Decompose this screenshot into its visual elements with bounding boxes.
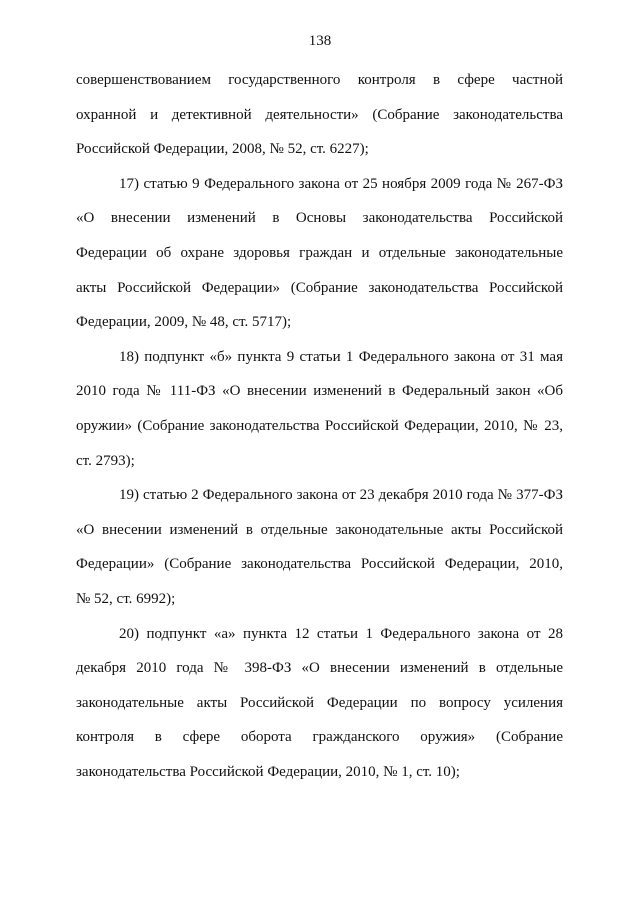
paragraph-continuation	[76, 63, 563, 167]
text-line: совершенствованием государственного контроля в сфере частной	[76, 72, 563, 88]
text-line: 20) подпункт «а» пункта 12 статьи 1 Федерального закона от 28	[119, 625, 563, 642]
paragraph-item-20	[76, 617, 563, 790]
text-line: «О внесении изменений в Основы законодательства Российской	[76, 210, 563, 227]
paragraph-item-18	[76, 340, 563, 478]
text-line: Федерации» (Собрание законодательства Российской Федерации, 2010,	[76, 556, 563, 573]
text-line: Российской Федерации, 2008, № 52, ст. 6227);	[76, 141, 369, 158]
text-line: «О внесении изменений в отдельные законодательные акты Российской	[76, 521, 563, 538]
text-line: № 52, ст. 6992);	[76, 590, 176, 607]
text-line: ст. 2793);	[76, 452, 135, 469]
paragraph-item-19	[76, 478, 563, 616]
text-line: законодательные акты Российской Федерации по вопросу усиления	[76, 694, 563, 711]
text-line: 2010 года № 111-ФЗ «О внесении изменений в Федеральный закон «Об	[76, 383, 563, 400]
text-line: 18) подпункт «б» пункта 9 статьи 1 Федерального закона от 31 мая	[119, 348, 563, 365]
text-line: Федерации, 2009, № 48, ст. 5717);	[76, 314, 292, 331]
text-line: Федерации об охране здоровья граждан и отдельные законодательные	[76, 244, 563, 261]
document-body	[76, 63, 563, 789]
text-line: 17) статью 9 Федерального закона от 25 ноября 2009 года № 267-ФЗ	[119, 175, 563, 192]
text-line: 19) статью 2 Федерального закона от 23 декабря 2010 года № 377-ФЗ	[119, 487, 563, 504]
text-line: декабря 2010 года № 398-ФЗ «О внесении изменений в отдельные	[76, 660, 563, 677]
paragraph-item-17	[76, 167, 563, 340]
text-line: контроля в сфере оборота гражданского оружия» (Собрание	[76, 729, 563, 746]
text-line: законодательства Российской Федерации, 2010, № 1, ст. 10);	[76, 763, 460, 780]
text-line: охранной и детективной деятельности» (Собрание законодательства	[76, 106, 563, 123]
page-number: 138	[308, 33, 332, 49]
text-line: акты Российской Федерации» (Собрание законодательства Российской	[76, 279, 563, 296]
text-line: оружии» (Собрание законодательства Российской Федерации, 2010, № 23,	[76, 417, 563, 434]
